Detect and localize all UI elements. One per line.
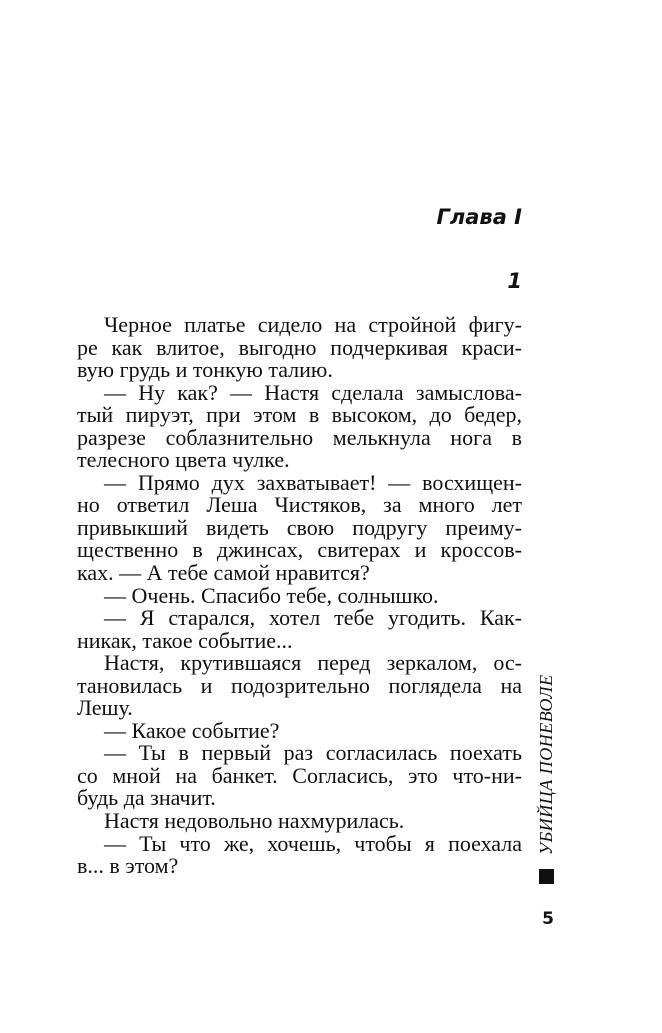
text-line: Черное платье сидело на стройной фигу- (104, 312, 522, 337)
text-line: в... в этом? (77, 853, 179, 879)
body-text (77, 314, 522, 878)
text-line: щественно в джинсах, свитерах и кроссов- (77, 537, 522, 563)
text-line: разрезе соблазнительно мелькнула нога в (77, 424, 522, 450)
text-line: привыкший видеть свою подругу преиму- (77, 514, 522, 540)
text-line: никак, такое событие... (77, 627, 293, 653)
page-number: 5 (542, 909, 554, 929)
text-line: — Прямо дух захватывает! — восхищен- (104, 469, 522, 495)
text-line: — Какое событие? (104, 717, 280, 743)
square-marker-icon (539, 869, 554, 884)
text-line: — Ты что же, хочешь, чтобы я поехала (104, 830, 522, 856)
text-line: со мной на банкет. Согласись, это что-ни- (77, 762, 522, 788)
text-line: Настя недовольно нахмурилась. (104, 808, 405, 834)
text-line: — Я старался, хотел тебе угодить. Как- (104, 605, 522, 631)
text-line: — Ты в первый раз согласилась поехать (104, 740, 522, 766)
text-line: — Очень. Спасибо тебе, солнышко. (104, 582, 439, 608)
text-line: Настя, крутившаяся перед зеркалом, ос- (104, 650, 522, 676)
text-line: вую грудь и тонкую талию. (77, 357, 333, 383)
text-line: — Ну как? — Настя сделала замыслова- (104, 379, 522, 405)
text-line: телесного цвета чулке. (77, 447, 290, 473)
section-number: 1 (507, 269, 522, 293)
text-line: тый пируэт, при этом в высоком, до бедер, (77, 402, 522, 428)
text-line: ре как влитое, выгодно подчеркивая краси- (77, 334, 522, 360)
text-line: Лешу. (77, 695, 133, 721)
text-line: тановилась и подозрительно поглядела на (77, 672, 522, 698)
running-book-title: УБИЙЦА ПОНЕВОЛЕ (536, 674, 556, 856)
chapter-title: Глава I (436, 205, 522, 229)
text-line: ках. — А тебе самой нравится? (77, 560, 370, 586)
text-line: но ответил Леша Чистяков, за много лет (77, 492, 522, 518)
text-line: будь да значит. (77, 785, 216, 811)
